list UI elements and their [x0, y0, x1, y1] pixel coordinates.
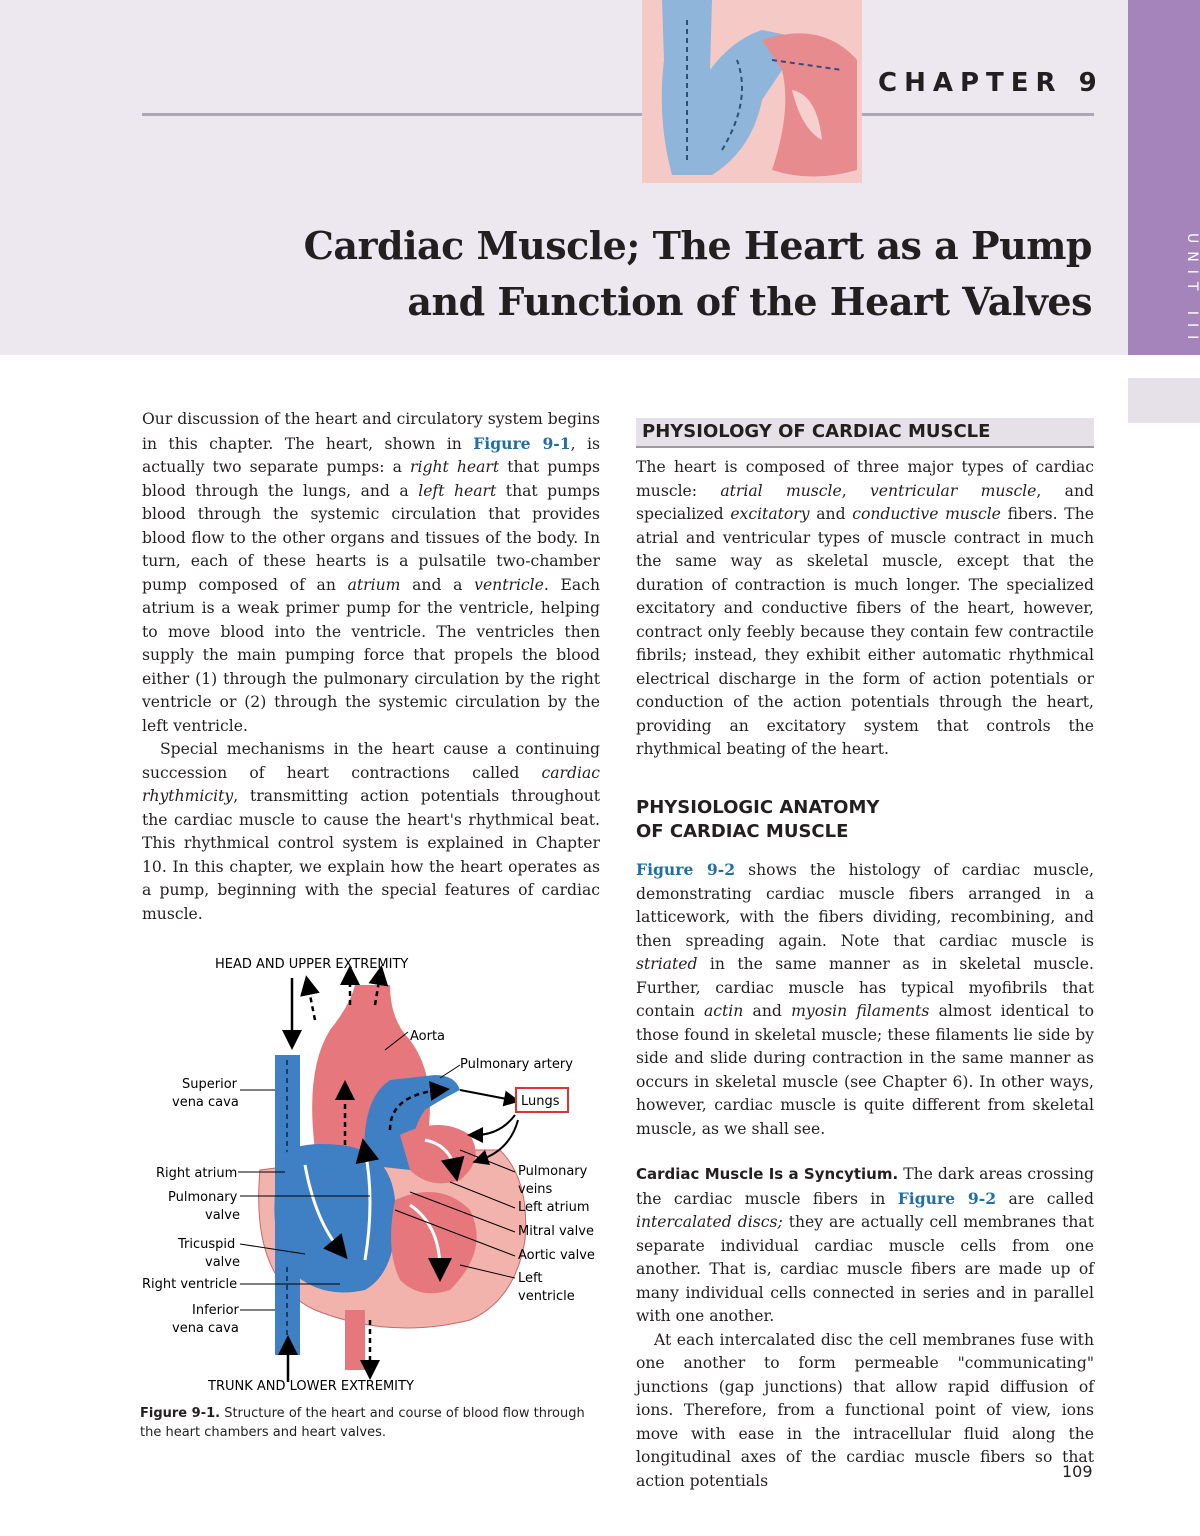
label-left-atrium: Left atrium [518, 1200, 590, 1215]
unit-tab-marker [1128, 378, 1200, 423]
label-pulm-veins-1: Pulmonary [518, 1164, 588, 1179]
label-head-upper: HEAD AND UPPER EXTREMITY [215, 957, 409, 972]
label-pulm-veins-2: veins [518, 1182, 553, 1197]
intro-paragraph-1: Our discussion of the heart and circulatory system begins in this chapter. The heart, shown in Figure 9-1, is actually two separate pumps: a right heart that pumps blood through the lungs, and a left heart that pumps blood through the systemic circulation that provides blood flow to the other organs and tissues of the body. In turn, each of these hearts is a pulsatile two-chamber pump composed of an atrium and a ventricle. Each atrium is a weak primer pump for the ventricle, helping to move blood into the ventricle. The ventricles then supply the main pumping force that propels the blood either (1) through the pulmonary circulation by the right ventricle or (2) through the systemic circulation by the left ventricle. [142, 410, 601, 735]
anatomy-paragraph-3: At each intercalated disc the cell membranes fuse with one another to form permeable "communicating" junctions (gap junctions) that allow rapid diffusion of ions. Therefore, from a functional point of view, ions move with ease in the intracellular fluid along the longitudinal axes of the cardiac muscle fibers so that action potentials [636, 1330, 1094, 1490]
label-pulm-valve-2: valve [205, 1208, 240, 1223]
label-ivc-2: vena cava [172, 1321, 239, 1336]
figure-9-1-heart-diagram [140, 950, 610, 1394]
label-ivc-1: Inferior [192, 1303, 239, 1318]
caption-text: Structure of the heart and course of blood flow through the heart chambers and heart valves. [140, 1406, 585, 1440]
intro-column [142, 408, 600, 926]
figure-9-2-link[interactable]: Figure 9-2 [636, 860, 736, 879]
label-lungs: Lungs [521, 1094, 560, 1109]
label-pulm-valve-1: Pulmonary [168, 1190, 238, 1205]
anatomy-paragraph-2: Cardiac Muscle Is a Syncytium. The dark areas crossing the cardiac muscle fibers in Figure 9-2 are called intercalated discs; they are actually cell membranes that separate individual cardiac muscle cells from one another. That is, cardiac muscle fibers are made up of many individual cells connected in series and in parallel with one another. [636, 1165, 1095, 1325]
label-aortic-valve: Aortic valve [518, 1248, 595, 1263]
page-title-line-2: and Function of the Heart Valves [407, 279, 1092, 324]
chapter-number: CHAPTER 9 [878, 68, 1104, 98]
label-left-ventricle-2: ventricle [518, 1289, 575, 1304]
label-right-ventricle: Right ventricle [142, 1277, 238, 1292]
descending-aorta [345, 1310, 365, 1370]
intro-paragraph-2: Special mechanisms in the heart cause a continuing succession of heart contractions called cardiac rhythmicity, transmitting action potentials throughout the cardiac muscle to cause the heart's rhythmical beat. This rhythmical control system is explained in Chapter 10. In this chapter, we explain how the heart operates as a pump, beginning with the special features of cardiac muscle. [142, 740, 600, 923]
chapter-rule-right [862, 113, 1094, 116]
anatomy-column [636, 858, 1094, 1493]
page-number: 109 [1062, 1462, 1093, 1481]
page-title [304, 218, 1092, 330]
figure-9-1-caption [140, 1404, 610, 1442]
physiology-column [636, 456, 1094, 762]
chapter-heart-thumbnail [642, 0, 862, 183]
figure-9-2-link-2[interactable]: Figure 9-2 [897, 1188, 997, 1208]
page-title-line-1: Cardiac Muscle; The Heart as a Pump [303, 223, 1092, 268]
unit-label: UNIT III [1184, 232, 1200, 348]
label-right-atrium: Right atrium [156, 1166, 238, 1181]
label-pulmonary-artery: Pulmonary artery [460, 1057, 573, 1072]
label-trunk-lower: TRUNK AND LOWER EXTREMITY [208, 1379, 414, 1394]
label-tricuspid-1: Tricuspid [178, 1237, 236, 1252]
subheading-physiologic-anatomy: PHYSIOLOGIC ANATOMY OF CARDIAC MUSCLE [636, 797, 880, 842]
caption-label: Figure 9-1. [140, 1406, 221, 1421]
section-heading-physiology: PHYSIOLOGY OF CARDIAC MUSCLE [636, 418, 1094, 448]
physiology-paragraph-1: The heart is composed of three major types of cardiac muscle: atrial muscle, ventricular muscle, and specialized excitatory and conductive muscle fibers. The atrial and ventricular types of muscle contract in much the same way as skeletal muscle, except that the duration of contraction is much longer. The specialized excitatory and conductive fibers of the heart, however, contract only feebly because they contain few contractile fibrils; instead, they exhibit either automatic rhythmical electrical discharge in the form of action potentials or conduction of the action potentials through the heart, providing an excitatory system that controls the rhythmical beating of the heart. [636, 458, 1094, 758]
label-mitral-valve: Mitral valve [518, 1224, 594, 1239]
anatomy-paragraph-1: Figure 9-2 shows the histology of cardiac muscle, demonstrating cardiac muscle fibers arranged in a latticework, with the fibers dividing, recombining, and then spreading again. Note that cardiac muscle is striated in the same manner as in skeletal muscle. Further, cardiac muscle has typical myofibrils that contain actin and myosin filaments almost identical to those found in skeletal muscle; these filaments lie side by side and slide during contraction in the same manner as occurs in skeletal muscle (see Chapter 6). In other ways, however, cardiac muscle is quite different from skeletal muscle, as we shall see. [636, 860, 1094, 1138]
label-svc-1: Superior [182, 1077, 237, 1092]
label-left-ventricle-1: Left [518, 1271, 543, 1286]
label-tricuspid-2: valve [205, 1255, 240, 1270]
label-svc-2: vena cava [172, 1095, 239, 1110]
right-chambers [274, 1144, 395, 1293]
chapter-rule-left [142, 113, 644, 116]
run-in-heading-syncytium: Cardiac Muscle Is a Syncytium. [636, 1165, 899, 1183]
label-aorta: Aorta [410, 1029, 446, 1044]
figure-9-1-link[interactable]: Figure 9-1 [473, 433, 571, 453]
